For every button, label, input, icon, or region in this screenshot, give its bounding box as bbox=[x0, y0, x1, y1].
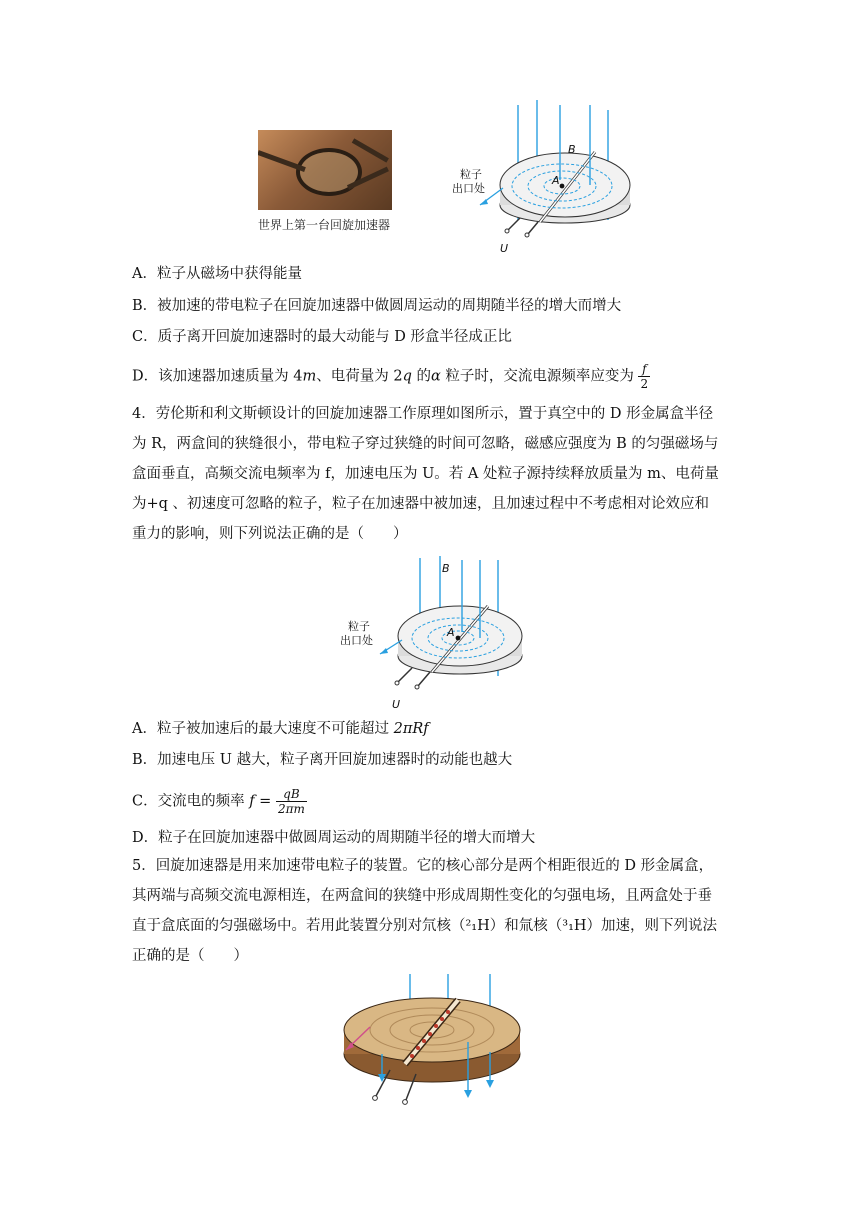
fraction-denominator: 2 bbox=[640, 377, 649, 391]
cyclotron-diagram-1 bbox=[440, 100, 640, 260]
q4-option-a bbox=[132, 719, 429, 739]
q4-stem-line: 4．劳伦斯和利文斯顿设计的回旋加速器工作原理如图所示，置于真空中的 D 形金属盒半径 bbox=[132, 406, 714, 422]
fraction-numerator: qB bbox=[276, 787, 307, 802]
q5-stem-line: 其两端与高频交流电源相连，在两盒间的狭缝中形成周期性变化的匀强电场，且两盒处于垂 bbox=[132, 888, 712, 904]
q3-option-d-text3: 的 bbox=[411, 368, 431, 385]
q4-option-a-expression: 2πRf bbox=[393, 721, 429, 737]
q4-stem-line: 盒面垂直，高频交流电频率为 f，加速电压为 U。若 A 处粒子源持续释放质量为 m、电荷量 bbox=[132, 466, 719, 482]
q4-option-c-f: f bbox=[249, 793, 255, 810]
fraction-denominator: 2πm bbox=[277, 802, 305, 816]
q5-stem bbox=[132, 851, 732, 971]
q5-stem-line: 正确的是（ ） bbox=[132, 948, 248, 964]
wooden-cyclotron-diagram bbox=[330, 972, 530, 1112]
source-label-a: A bbox=[552, 174, 560, 187]
q3-option-b: B．被加速的带电粒子在回旋加速器中做圆周运动的周期随半径的增大而增大 bbox=[132, 298, 622, 314]
q3-option-a: A．粒子从磁场中获得能量 bbox=[132, 266, 302, 282]
q4-option-a-text: A．粒子被加速后的最大速度不可能超过 bbox=[132, 721, 394, 737]
q3-option-d-alpha: α bbox=[430, 368, 441, 385]
q4-option-c-text: C．交流电的频率 bbox=[132, 793, 250, 810]
photo-ring-shape bbox=[296, 148, 362, 196]
q3-option-d-mass: m bbox=[302, 368, 317, 385]
q5-stem-line: 直于盒底面的匀强磁场中。若用此装置分别对氘核（²₁H）和氚核（³₁H）加速，则下列说法 bbox=[132, 918, 718, 934]
q3-option-d-fraction bbox=[638, 362, 650, 391]
source-label-a: A bbox=[447, 626, 455, 639]
voltage-label-u: U bbox=[392, 698, 401, 711]
exit-label-line2: 出口处 bbox=[340, 634, 373, 647]
q4-option-c bbox=[132, 787, 307, 816]
q3-option-c: C．质子离开回旋加速器时的最大动能与 D 形盒半径成正比 bbox=[132, 329, 512, 345]
voltage-label-u: U bbox=[500, 242, 509, 255]
cyclotron-diagram-2 bbox=[330, 556, 550, 716]
q4-stem-line: 为+q 、初速度可忽略的粒子，粒子在加速器中被加速，且加速过程中不考虑相对论效应和 bbox=[132, 496, 710, 512]
exit-label-line2: 出口处 bbox=[452, 182, 485, 195]
q4-option-c-fraction bbox=[276, 787, 307, 816]
q4-stem bbox=[132, 399, 732, 549]
q3-option-d-charge: q bbox=[402, 368, 412, 385]
q4-option-b: B．加速电压 U 越大，粒子离开回旋加速器时的动能也越大 bbox=[132, 752, 513, 768]
q3-option-d-text4: 粒子时，交流电源频率应变为 bbox=[440, 368, 634, 385]
q4-stem-line: 为 R，两盒间的狭缝很小，带电粒子穿过狭缝的时间可忽略，磁感应强度为 B 的匀强磁场与 bbox=[132, 436, 719, 452]
fraction-numerator: f bbox=[638, 362, 650, 377]
q4-option-d: D．粒子在回旋加速器中做圆周运动的周期随半径的增大而增大 bbox=[132, 830, 536, 846]
first-cyclotron-photo bbox=[258, 130, 392, 210]
q3-option-d-text2: 、电荷量为 2 bbox=[316, 368, 403, 385]
exit-label-line1: 粒子 bbox=[348, 620, 370, 633]
photo-caption: 世界上第一台回旋加速器 bbox=[258, 218, 391, 232]
q5-stem-line: 5．回旋加速器是用来加速带电粒子的装置。它的核心部分是两个相距很近的 D 形金属盒， bbox=[132, 858, 714, 874]
field-label-b: B bbox=[568, 143, 576, 156]
q3-option-d bbox=[132, 362, 650, 391]
q4-option-c-equals: = bbox=[254, 793, 276, 810]
field-label-b: B bbox=[442, 562, 450, 575]
exit-label-line1: 粒子 bbox=[460, 168, 482, 181]
q3-option-d-text: D．该加速器加速质量为 4 bbox=[132, 368, 303, 385]
q4-stem-line: 重力的影响，则下列说法正确的是（ ） bbox=[132, 526, 408, 542]
